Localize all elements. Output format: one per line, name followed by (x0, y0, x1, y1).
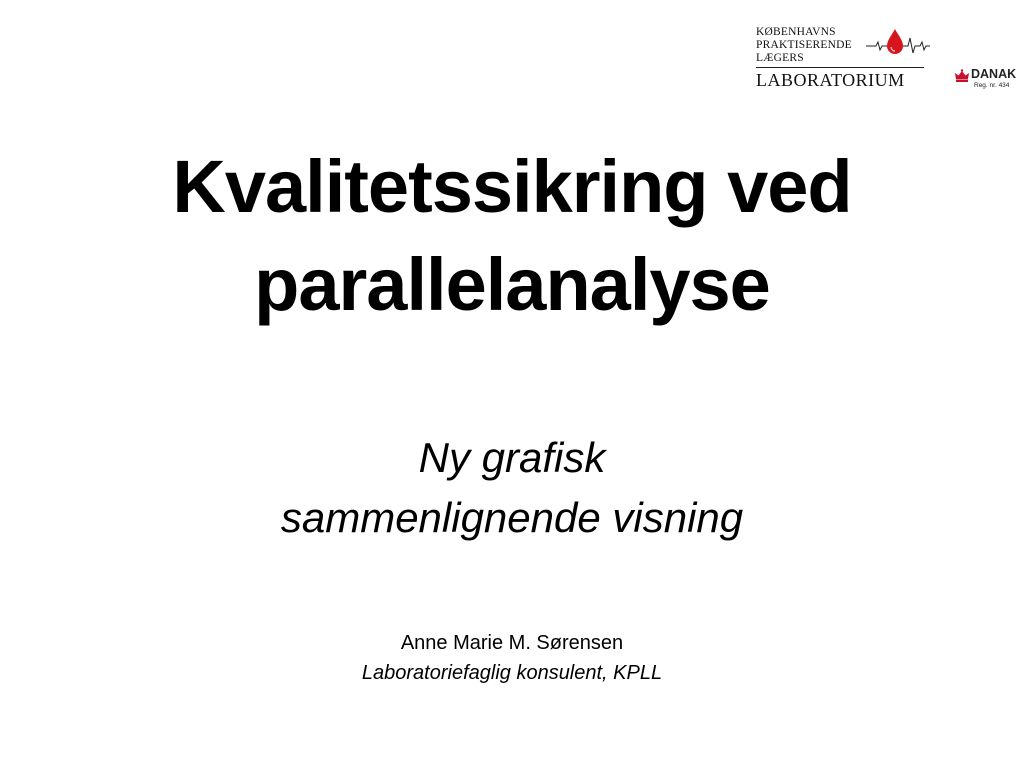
kpll-logo-line-1: KØBENHAVNS (756, 26, 836, 38)
slide-title-line-1: Kvalitetssikring ved (172, 145, 852, 228)
danak-registration: Reg. nr. 434 (974, 82, 1010, 89)
kpll-logo (756, 26, 928, 96)
slide-subtitle (40, 428, 984, 548)
danak-logo (954, 66, 1016, 96)
crown-icon (954, 68, 970, 84)
blood-drop-pulse-icon (864, 26, 930, 60)
danak-name: DANAK (971, 67, 1017, 81)
author-name: Anne Marie M. Sørensen (400, 632, 624, 654)
slide-title (40, 138, 984, 334)
slide-subtitle-line-2: sammenlignende visning (280, 494, 744, 541)
kpll-logo-divider (756, 67, 924, 68)
author-block (40, 628, 984, 688)
kpll-logo-line-2: PRAKTISERENDE (756, 39, 852, 51)
slide-title-line-2: parallelanalyse (254, 243, 770, 326)
author-role: Laboratoriefaglig konsulent, KPLL (361, 662, 663, 684)
kpll-logo-line-4: LABORATORIUM (756, 70, 905, 90)
slide-subtitle-line-1: Ny grafisk (418, 434, 606, 481)
kpll-logo-line-3: LÆGERS (756, 52, 804, 64)
